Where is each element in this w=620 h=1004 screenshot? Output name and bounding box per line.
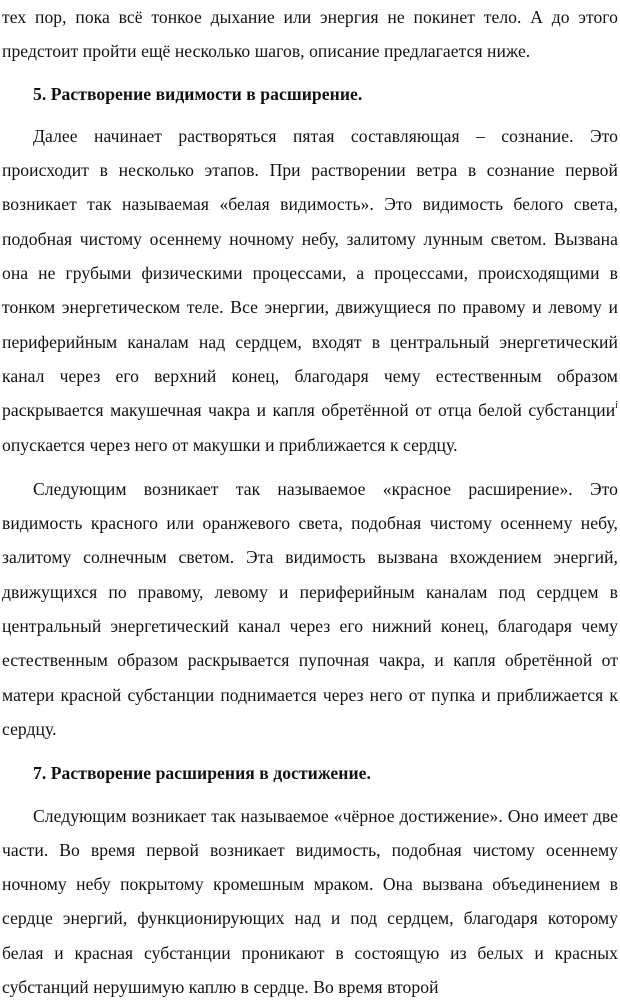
paragraph-text-end: опускается через него от макушки и приближается к сердцу. bbox=[2, 434, 458, 455]
paragraph-text: Далее начинает растворяться пятая составляющая – сознание. Это происходит в несколько этапов. При растворении ветра в сознание первой возникает так называемая «белая видимость». Это видимость белого света, подобная чистому осеннему ночному небу, залитому лунным светом. Вызвана она не грубыми физическими процессами, а процессами, происходящими в тонком энергетическом теле. Все энергии, движущиеся по правому и левому и периферийным каналам над сердцем, входят в центральный энергетический канал через его верхний конец, благодаря чему естественным образом раскрывается макушечная чакра и капля обретённой от отца белой субстанции bbox=[2, 125, 618, 421]
footnote-marker: i bbox=[615, 400, 618, 412]
section-heading-7: 7. Растворение расширения в достижение. bbox=[33, 763, 371, 784]
paragraph-red-increase: Следующим возникает так называемое «красное расширение». Это видимость красного или оранжевого света, подобная чистому осеннему небу, залитому солнечным светом. Эта видимость вызвана вхождением энергий, движущихся по правому, левому и периферийным каналам под сердцем в центральный энергетический канал через его нижний конец, благодаря чему естественным образом раскрывается пупочная чакра, и капля обретённой от матери красной субстанции поднимается через него от пупка и приближается к сердцу. bbox=[2, 478, 618, 739]
paragraph-white-appearance bbox=[2, 119, 618, 462]
section-heading-5: 5. Растворение видимости в расширение. bbox=[33, 83, 363, 104]
paragraph-continuation: тех пор, пока всё тонкое дыхание или энергия не покинет тело. А до этого предстоит пройти ещё несколько шагов, описание предлагается ниже. bbox=[2, 7, 618, 62]
paragraph-black-attainment: Следующим возникает так называемое «чёрное достижение». Оно имеет две части. Во время первой возникает видимость, подобная чистому осеннему ночному небу покрытому кромешным мраком. Она вызвана объединением в сердце энергий, функционирующих над и под сердцем, благодаря которому белая и красная субстанции проникают в состоящую из белых и красных субстанций нерушимую каплю в сердце. Во время второй bbox=[2, 805, 618, 998]
